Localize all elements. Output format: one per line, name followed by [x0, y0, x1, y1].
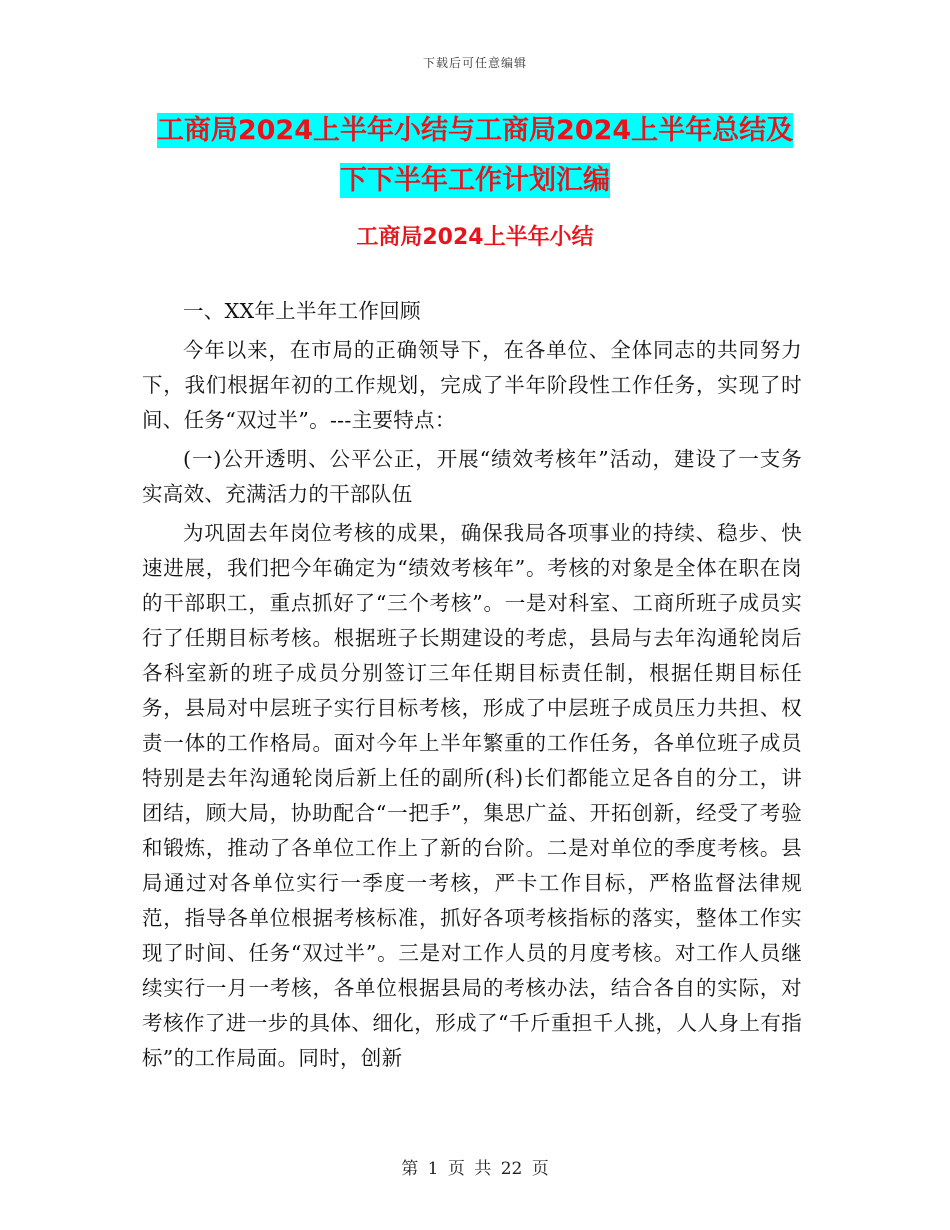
document-title-line-2: 下下半年工作计划汇编	[340, 165, 610, 196]
paragraph: 今年以来，在市局的正确领导下，在各单位、全体同志的共同努力下，我们根据年初的工作规划，完成了半年阶段性工作任务，实现了时间、任务“双过半”。---主要特点：	[142, 338, 802, 432]
document-title	[0, 106, 950, 206]
section-heading: 一、XX年上半年工作回顾	[183, 299, 421, 323]
header-note: 下载后可任意编辑	[422, 56, 527, 70]
document-body	[142, 294, 802, 1080]
document-title-line-1: 工商局2024上半年小结与工商局2024上半年总结及	[156, 115, 794, 146]
paragraph: 为巩固去年岗位考核的成果，确保我局各项事业的持续、稳步、快速进展，我们把今年确定为“绩效考核年”。考核的对象是全体在职在岗的干部职工，重点抓好了“三个考核”。一是对科室、工商所班子成员实行了任期目标考核。根据班子长期建设的考虑，县局与去年沟通轮岗后各科室新的班子成员分别签订三年任期目标责任制，根据任期目标任务，县局对中层班子实行目标考核，形成了中层班子成员压力共担、权责一体的工作格局。面对今年上半年繁重的工作任务，各单位班子成员特别是去年沟通轮岗后新上任的副所(科)长们都能立足各自的分工，讲团结，顾大局，协助配合“一把手”，集思广益、开拓创新，经受了考验和锻炼，推动了各单位工作上了新的台阶。二是对单位的季度考核。县局通过对各单位实行一季度一考核，严卡工作目标，严格监督法律规范，指导各单位根据考核标准，抓好各项考核指标的落实，整体工作实现了时间、任务“双过半”。三是对工作人员的月度考核。对工作人员继续实行一月一考核，各单位根据县局的考核办法，结合各自的实际，对考核作了进一步的具体、细化，形成了“千斤重担千人挑，人人身上有指标”的工作局面。同时，创新	[142, 521, 802, 1070]
section-title: 工商局2024上半年小结	[356, 225, 594, 250]
subsection-heading: (一)公开透明、公平公正，开展“绩效考核年”活动，建设了一支务实高效、充满活力的干部队伍	[142, 447, 802, 506]
page-number-footer: 第 1 页 共 22 页	[401, 1159, 549, 1179]
